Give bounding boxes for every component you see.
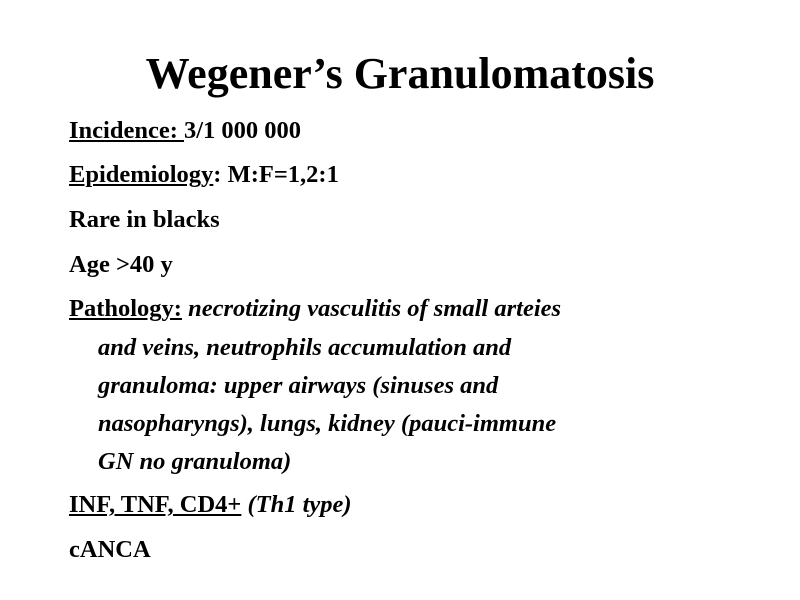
cytokines-line bbox=[69, 490, 352, 520]
age-line: Age >40 y bbox=[69, 251, 173, 278]
pathology-line bbox=[69, 294, 561, 324]
slide-title: Wegener’s Granulomatosis bbox=[145, 49, 655, 98]
incidence-label: Incidence: bbox=[69, 117, 184, 144]
pathology-text: necrotizing vasculitis of small arteies bbox=[181, 295, 562, 322]
pathology-continuation-line: nasopharyngs), lungs, kidney (pauci-immune bbox=[98, 410, 557, 437]
canca-line: cANCA bbox=[69, 536, 151, 563]
rare-in-blacks-line: Rare in blacks bbox=[69, 206, 220, 233]
pathology-continuation-line: granuloma: upper airways (sinuses and bbox=[98, 372, 499, 399]
cytokines-value: (Th1 type) bbox=[241, 491, 352, 518]
epidemiology-label: Epidemiology bbox=[69, 161, 214, 188]
epidemiology-value: : M:F=1,2:1 bbox=[213, 161, 339, 188]
epidemiology-line bbox=[69, 160, 339, 190]
cytokines-label: INF, TNF, CD4+ bbox=[69, 491, 242, 518]
pathology-continuation-line: and veins, neutrophils accumulation and bbox=[98, 334, 512, 361]
incidence-line bbox=[69, 116, 301, 146]
pathology-continuation-line: GN no granuloma) bbox=[98, 448, 292, 475]
pathology-label: Pathology: bbox=[69, 295, 182, 322]
incidence-value: 3/1 000 000 bbox=[184, 117, 302, 144]
